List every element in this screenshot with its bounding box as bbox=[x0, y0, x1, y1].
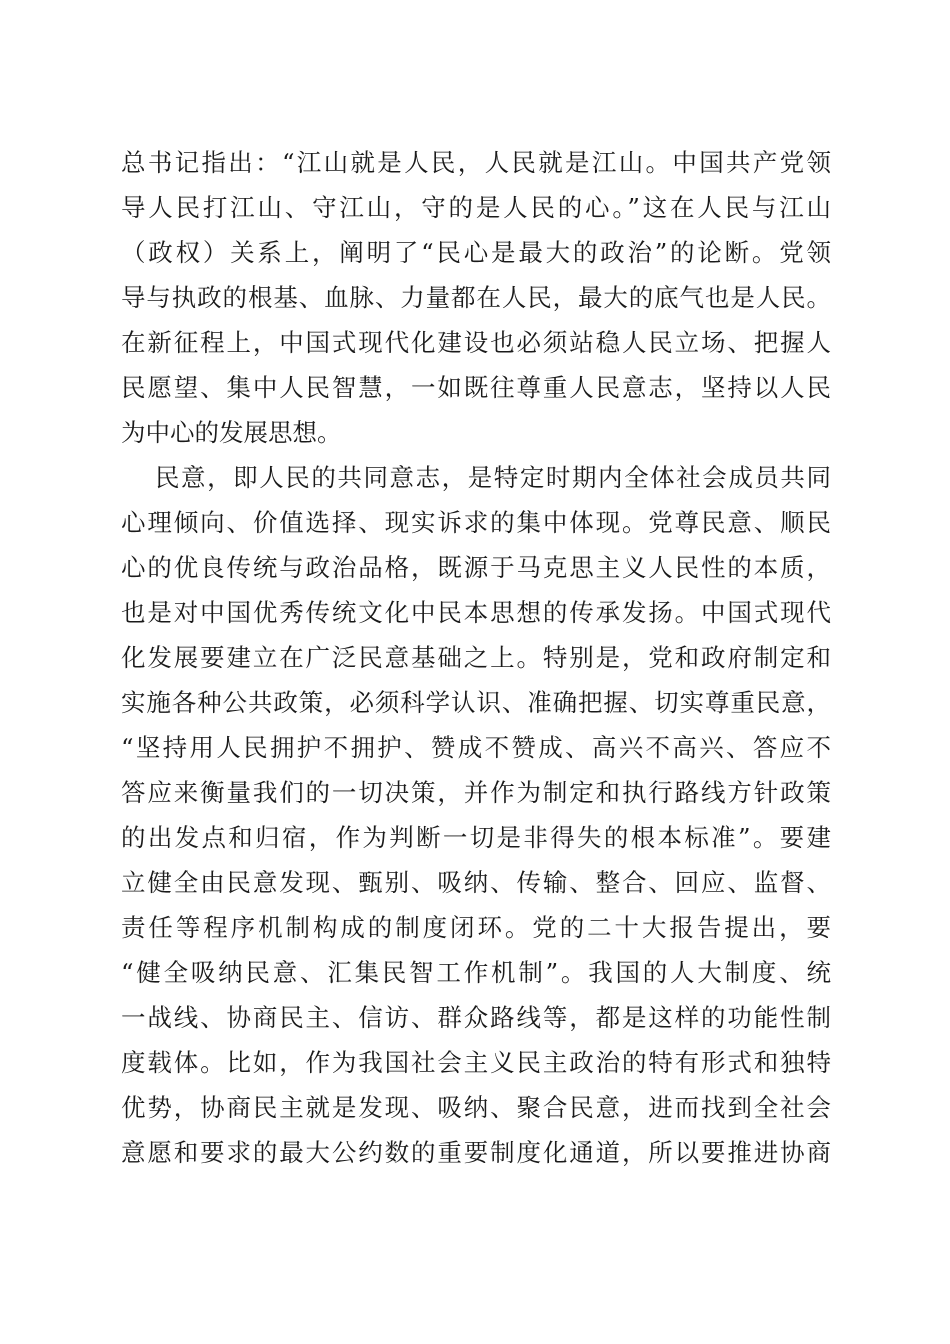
text-line: 度载体。比如，作为我国社会主义民主政治的特有形式和独特 bbox=[121, 1048, 831, 1077]
text-line: 一战线、协商民主、信访、群众路线等，都是这样的功能性制 bbox=[121, 1003, 831, 1032]
text-line: 优势，协商民主就是发现、吸纳、聚合民意，进而找到全社会 bbox=[121, 1093, 831, 1122]
text-line: 民愿望、集中人民智慧，一如既往尊重人民意志，坚持以人民 bbox=[121, 373, 831, 402]
text-line: 也是对中国优秀传统文化中民本思想的传承发扬。中国式现代 bbox=[121, 598, 831, 627]
text-line: 实施各种公共政策，必须科学认识、准确把握、切实尊重民意， bbox=[121, 688, 831, 717]
text-line: 导人民打江山、守江山，守的是人民的心。”这在人民与江山 bbox=[121, 193, 831, 222]
text-line: 责任等程序机制构成的制度闭环。党的二十大报告提出，要 bbox=[121, 913, 831, 942]
text-line: 答应来衡量我们的一切决策，并作为制定和执行路线方针政策 bbox=[121, 778, 831, 807]
text-line: （政权）关系上，阐明了“民心是最大的政治”的论断。党领 bbox=[121, 238, 831, 267]
text-line: 在新征程上，中国式现代化建设也必须站稳人民立场、把握人 bbox=[121, 328, 831, 357]
text-line: 总书记指出：“江山就是人民，人民就是江山。中国共产党领 bbox=[121, 148, 831, 177]
text-line: 化发展要建立在广泛民意基础之上。特别是，党和政府制定和 bbox=[121, 643, 831, 672]
text-line: “健全吸纳民意、汇集民智工作机制”。我国的人大制度、统 bbox=[121, 958, 831, 987]
text-line: 意愿和要求的最大公约数的重要制度化通道，所以要推进协商 bbox=[121, 1138, 831, 1167]
text-line bbox=[121, 1175, 831, 1220]
text-line: 立健全由民意发现、甄别、吸纳、传输、整合、回应、监督、 bbox=[121, 868, 831, 897]
text-line: 为中心的发展思想。 bbox=[121, 418, 342, 447]
text-line: 心理倾向、价值选择、现实诉求的集中体现。党尊民意、顺民 bbox=[121, 508, 831, 537]
text-line: 心的优良传统与政治品格，既源于马克思主义人民性的本质， bbox=[121, 553, 831, 582]
text-line: 导与执政的根基、血脉、力量都在人民，最大的底气也是人民。 bbox=[121, 283, 831, 312]
paragraph-2 bbox=[121, 455, 831, 1220]
text-line: “坚持用人民拥护不拥护、赞成不赞成、高兴不高兴、答应不 bbox=[121, 733, 831, 762]
document-body bbox=[121, 140, 831, 1220]
text-line: 民意，即人民的共同意志，是特定时期内全体社会成员共同 bbox=[155, 463, 831, 492]
paragraph-1 bbox=[121, 140, 831, 455]
text-line: 的出发点和归宿，作为判断一切是非得失的根本标准”。要建 bbox=[121, 823, 831, 852]
